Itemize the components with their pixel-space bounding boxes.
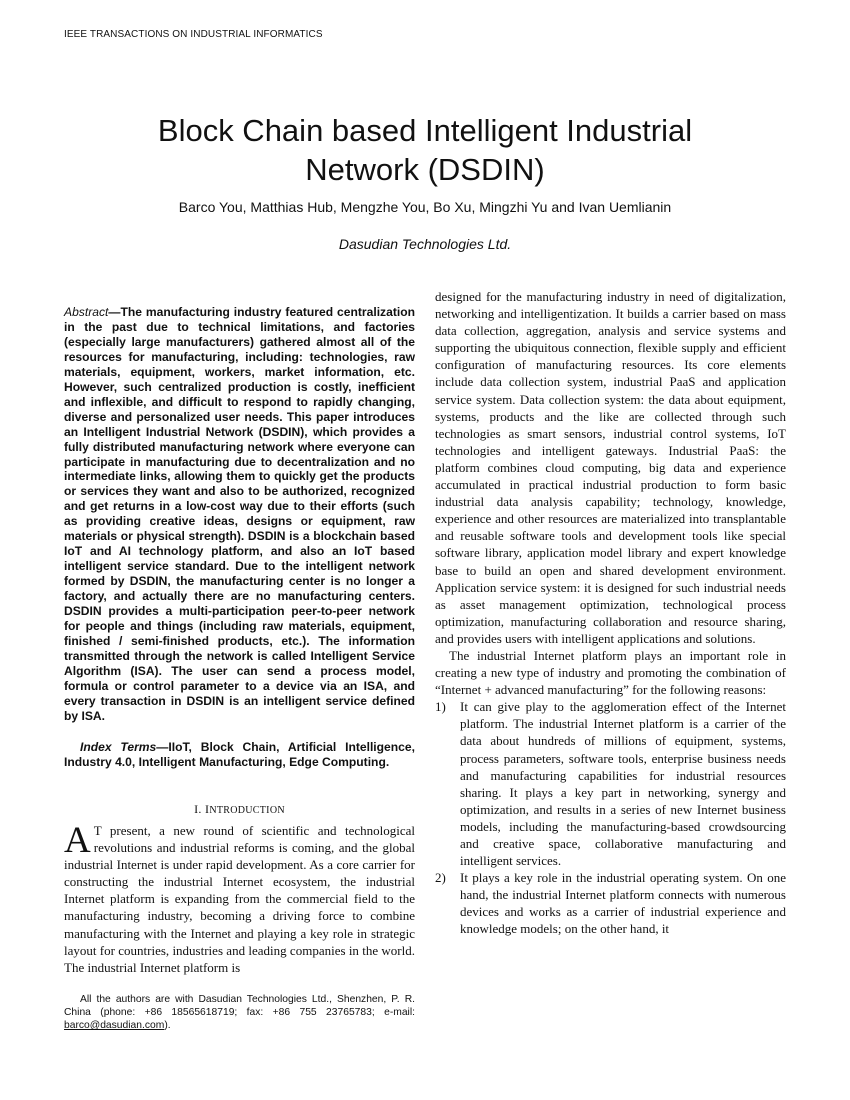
section-heading-introduction [64,802,415,817]
platform-description-paragraph: designed for the manufacturing industry in need of digitalization, networking and intelligentization. It builds a carrier based on mass data collection, aggregation, analysis and service systems and supporting the ubiquitous connection, flexible supply and efficient configuration of manufacturing resources. Its core elements include data collection system, industrial PaaS and application service system. Data collection system: the data about equipment, systems, products and the like are collected through such technologies as smart sensors, industrial control systems, IoT technologies and intelligent gateways. Industrial PaaS: the platform combines cloud computing, big data and experience accumulated in practical industrial production to form basic industrial data analysis capability; technology, knowledge, experience and other resources are materialized into transplantable and reusable software tools and development tools like special software library, application model library and expert knowledge base to build an open and shared development environment. Application service system: it is designed for such industrial needs as asset management optimization, technological process optimization, manufacturing collaboration and resource sharing, and provides users with intelligent applications and solutions. [435,289,786,646]
right-column [435,288,786,938]
list-item-text: It can give play to the agglomeration effect of the Internet platform. The industrial Internet platform is a carrier of the data about hundreds of millions of equipment, systems, process parameters, software tools, enterprise business needs and manufacturing capabilities for industrial resources sharing. It plays a key part in networking, synergy and optimization, and results in a series of new Internet business models, including the manufacturing-based crowdsourcing and creative space, collaborative manufacturing and intelligent services. [460,699,786,869]
list-item [435,869,786,937]
title-line-2: Network (DSDIN) [305,151,545,187]
index-terms [64,740,415,770]
introduction-text: T present, a new round of scientific and technological revolutions and industrial reforms is coming, and the global industrial Internet is under rapid development. As a core carrier for constructing the industrial Internet ecosystem, the industrial Internet platform is expanding from the commercial field to the manufacturing industry, becoming a driving force to combine manufacturing with the Internet and playing a key role in strategic layout for countries, industries and leading companies in the world. The industrial Internet platform is [64,823,415,975]
abstract-label: Abstract [64,305,109,319]
introduction-paragraph [64,822,415,976]
section-heading-rest: NTRODUCTION [209,805,285,816]
author-footnote [64,993,415,1032]
list-item [435,698,786,869]
affiliation: Dasudian Technologies Ltd. [338,236,512,252]
section-numeral: I. [194,802,202,816]
index-terms-text: —IIoT, Block Chain, Artificial Intelligence, Industry 4.0, Intelligent Manufacturing, Edge Computing. [64,740,415,769]
list-item-text: It plays a key role in the industrial operating system. On one hand, the industrial Internet platform connects with numerous devices and works as a carrier of industrial experience and knowledge models; on the other hand, it [460,870,786,937]
abstract-text: —The manufacturing industry featured centralization in the past due to technical limitations, and factories (especially large manufacturers) gathered almost all of the resources for manufacturing, including: technologies, raw materials, equipment, workers, market information, etc. However, such centralized production is costly, inefficient and inflexible, and difficult to respond to rapidly changing, diverse and personalized user needs. This paper introduces an Intelligent Industrial Network (DSDIN), which provides a fully distributed manufacturing network where everyone can participate in manufacturing due to decentralization and no intermediate links, allowing them to quickly get the products or services they want and also to be authorized, recognized and get returns in a low-cost way due to their efforts (such as providing creative ideas, designs or equipment, raw materials or physical strength). DSDIN is a blockchain based IoT and AI technology platform, and also an IoT based intelligent service standard. Due to the intelligent network formed by DSDIN, the manufacturing center is no longer a factory, and actually there are no manufacturing centers. DSDIN provides a multi-participation peer-to-peer network for people and things (including raw materials, equipment, finished / semi-finished products, etc.). The information transmitted through the network is called Intelligent Service Algorithm (ISA). The user can send a process model, formula or control parameter to a device via an ISA, and every transaction in DSDIN is an intelligent service defined by ISA. [64,305,415,723]
list-item-number: 2) [435,870,446,886]
drop-cap: A [64,820,91,861]
email-link[interactable]: barco@dasudian.com [64,1020,165,1031]
footnote-end: ). [164,1020,171,1031]
paper-title [60,111,790,189]
running-head: IEEE TRANSACTIONS ON INDUSTRIAL INFORMATICS [64,29,323,40]
title-line-1: Block Chain based Intelligent Industrial [157,112,693,148]
list-item-number: 1) [435,699,446,715]
section-heading-initial: I [205,802,210,816]
author-list: Barco You, Matthias Hub, Mengzhe You, Bo Xu, Mingzhi Yu and Ivan Uemlianin [178,199,672,215]
footnote-text: All the authors are with Dasudian Technologies Ltd., Shenzhen, P. R. China (phone: +86 18565618719; fax: +86 755 23765783; e-mail: [64,994,415,1018]
platform-role-paragraph: The industrial Internet platform plays an important role in creating a new type of industry and promoting the combination of “Internet + advanced manufacturing” for the following reasons: [435,647,786,698]
abstract [64,305,415,724]
reasons-list [435,698,786,937]
index-terms-label: Index Terms [80,740,157,754]
